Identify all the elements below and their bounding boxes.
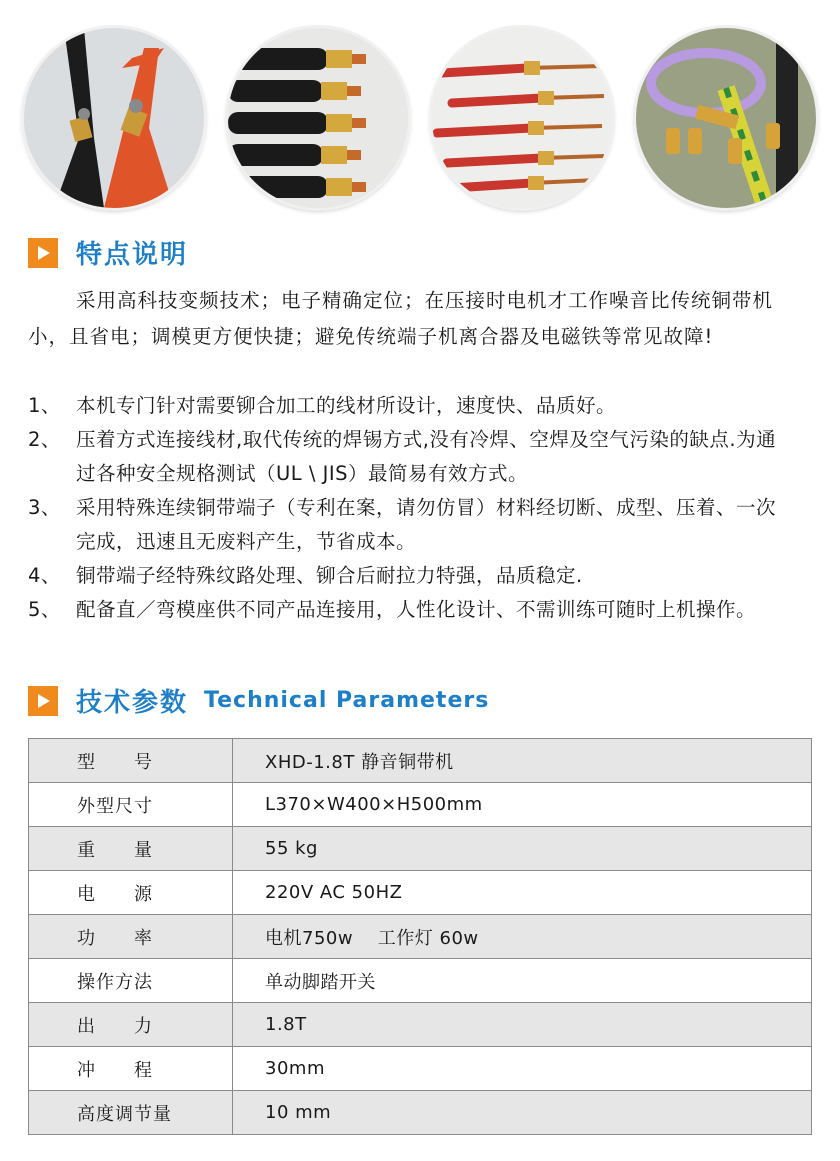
table-row	[29, 1003, 812, 1047]
param-key: 功 率	[29, 915, 233, 959]
table-row	[29, 827, 812, 871]
play-arrow-icon	[28, 686, 58, 716]
params-heading	[28, 682, 489, 719]
features-intro: 采用高科技变频技术；电子精确定位；在压接时电机才工作噪音比传统铜带机小，且省电；调模更方便快捷；避免传统端子机离合器及电磁铁等常见故障!	[28, 289, 774, 348]
param-key: 型 号	[29, 739, 233, 783]
param-value: 电机750w 工作灯 60w	[233, 915, 812, 959]
photo-cables-3	[432, 28, 612, 208]
param-value: 1.8T	[233, 1003, 812, 1047]
param-value: XHD-1.8T 静音铜带机	[233, 739, 812, 783]
list-item: 4、 铜带端子经特殊纹路处理、铆合后耐拉力特强，品质稳定.	[28, 564, 583, 587]
table-row	[29, 739, 812, 783]
table-row	[29, 783, 812, 827]
photo-cables-1	[24, 28, 204, 208]
table-row	[29, 959, 812, 1003]
features-list	[28, 389, 818, 627]
params-title-cn: 技术参数	[76, 688, 189, 718]
features-title: 特点说明	[76, 240, 189, 270]
list-item: 1、 本机专门针对需要铆合加工的线材所设计，速度快、品质好。	[28, 394, 617, 417]
list-item: 2、 压着方式连接线材,取代传统的焊锡方式,没有冷焊、空焊及空气污染的缺点.为通过各种安全规格测试（UL \ JIS）最简易有效方式。	[28, 428, 777, 485]
param-value: 55 kg	[233, 827, 812, 871]
photo-cables-4	[636, 28, 816, 208]
play-arrow-icon	[28, 238, 58, 268]
param-key: 出 力	[29, 1003, 233, 1047]
param-key: 重 量	[29, 827, 233, 871]
params-title-en: Technical Parameters	[204, 688, 490, 713]
param-key: 电 源	[29, 871, 233, 915]
table-row	[29, 915, 812, 959]
features-heading	[28, 234, 188, 271]
list-item: 5、 配备直／弯模座供不同产品连接用，人性化设计、不需训练可随时上机操作。	[28, 598, 757, 621]
photo-cables-2	[228, 28, 408, 208]
param-value: 30mm	[233, 1047, 812, 1091]
table-row	[29, 1091, 812, 1135]
product-photos	[0, 0, 840, 215]
param-value: L370×W400×H500mm	[233, 783, 812, 827]
table-row	[29, 871, 812, 915]
table-row	[29, 1047, 812, 1091]
params-table	[28, 738, 812, 1135]
param-value: 220V AC 50HZ	[233, 871, 812, 915]
param-key: 冲 程	[29, 1047, 233, 1091]
param-key: 操作方法	[29, 959, 233, 1003]
param-value: 单动脚踏开关	[233, 959, 812, 1003]
param-value: 10 mm	[233, 1091, 812, 1135]
param-key: 外型尺寸	[29, 783, 233, 827]
param-key: 高度调节量	[29, 1091, 233, 1135]
list-item: 3、 采用特殊连续铜带端子（专利在案，请勿仿冒）材料经切断、成型、压着、一次完成，迅速且无废料产生，节省成本。	[28, 496, 777, 553]
